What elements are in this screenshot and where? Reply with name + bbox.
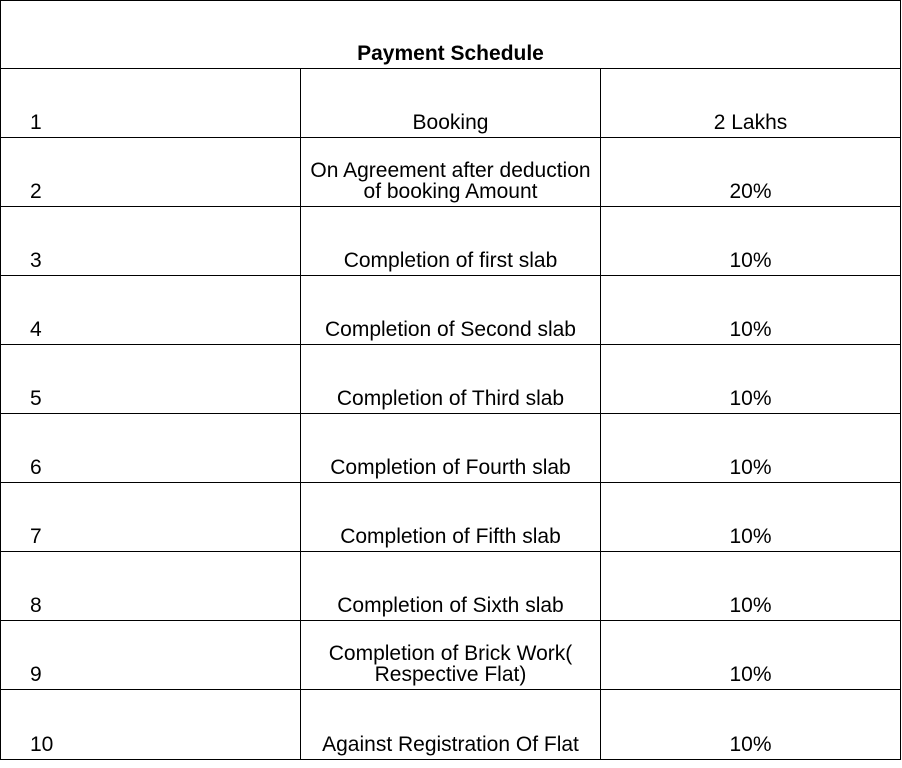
table-row xyxy=(1,690,901,760)
table-row xyxy=(1,345,901,414)
row-amount: 10% xyxy=(601,276,901,345)
table-row xyxy=(1,207,901,276)
row-stage: On Agreement after deduction of booking Amount xyxy=(301,138,601,207)
table-row xyxy=(1,621,901,690)
row-amount: 10% xyxy=(601,690,901,760)
row-number: 4 xyxy=(1,276,301,345)
row-number: 1 xyxy=(1,69,301,138)
table-title: Payment Schedule xyxy=(1,1,901,69)
row-stage: Completion of first slab xyxy=(301,207,601,276)
row-amount: 10% xyxy=(601,621,901,690)
row-stage: Against Registration Of Flat xyxy=(301,690,601,760)
row-stage: Completion of Second slab xyxy=(301,276,601,345)
row-number: 2 xyxy=(1,138,301,207)
row-amount: 20% xyxy=(601,138,901,207)
row-number: 7 xyxy=(1,483,301,552)
row-amount: 10% xyxy=(601,345,901,414)
row-number: 8 xyxy=(1,552,301,621)
row-amount: 2 Lakhs xyxy=(601,69,901,138)
row-number: 3 xyxy=(1,207,301,276)
row-stage: Completion of Sixth slab xyxy=(301,552,601,621)
row-number: 9 xyxy=(1,621,301,690)
row-stage: Completion of Third slab xyxy=(301,345,601,414)
row-stage: Completion of Brick Work( Respective Flat) xyxy=(301,621,601,690)
table-row xyxy=(1,414,901,483)
row-number: 10 xyxy=(1,690,301,760)
table-row xyxy=(1,483,901,552)
row-amount: 10% xyxy=(601,414,901,483)
row-stage: Completion of Fifth slab xyxy=(301,483,601,552)
row-number: 6 xyxy=(1,414,301,483)
title-row xyxy=(1,1,901,69)
row-amount: 10% xyxy=(601,483,901,552)
row-amount: 10% xyxy=(601,207,901,276)
table-row xyxy=(1,69,901,138)
row-amount: 10% xyxy=(601,552,901,621)
row-stage: Booking xyxy=(301,69,601,138)
table-row xyxy=(1,552,901,621)
row-number: 5 xyxy=(1,345,301,414)
row-stage: Completion of Fourth slab xyxy=(301,414,601,483)
table-row xyxy=(1,276,901,345)
table-row xyxy=(1,138,901,207)
